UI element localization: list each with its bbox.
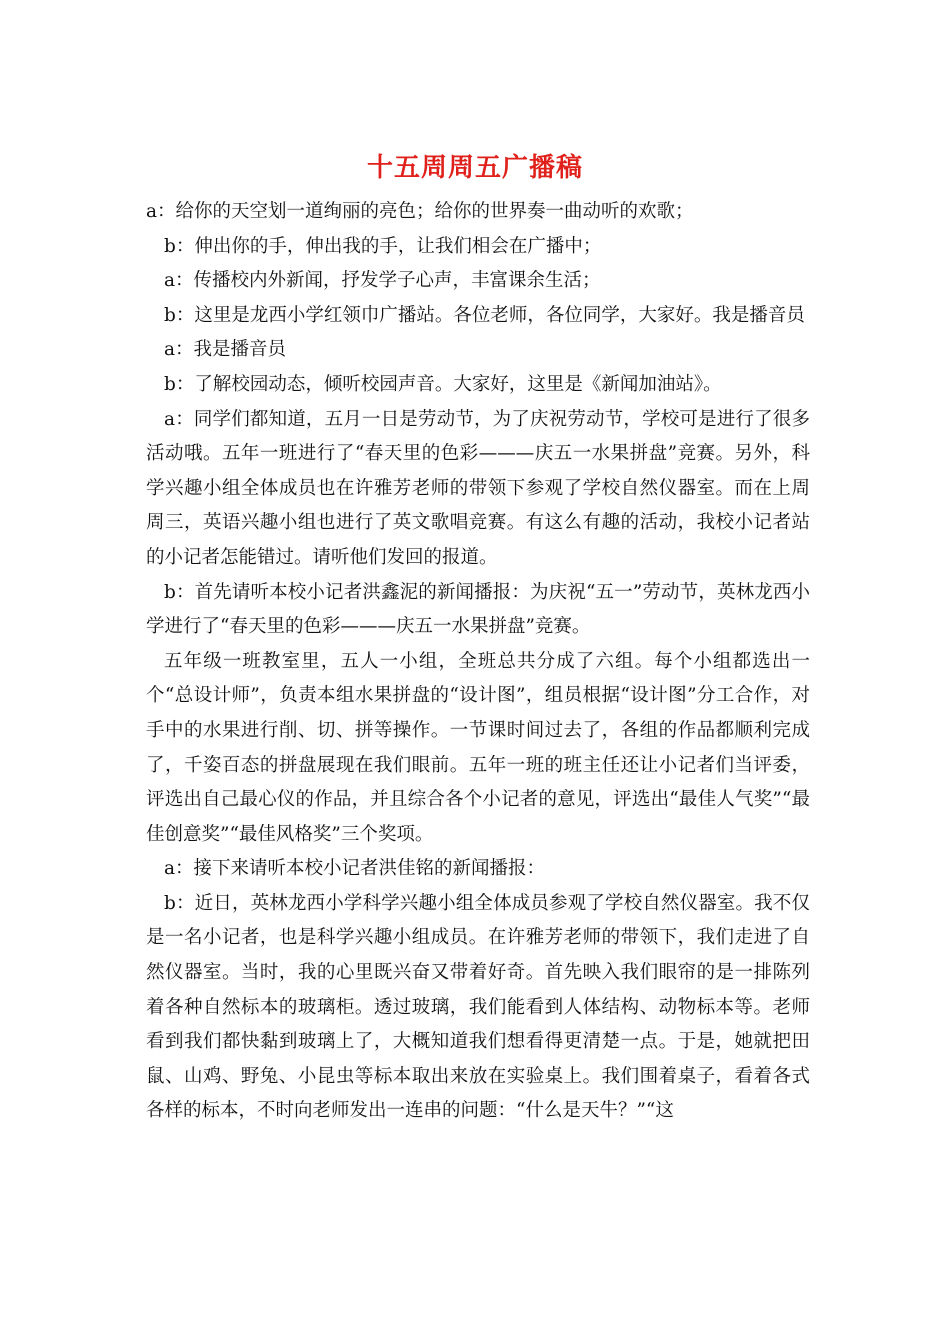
paragraph: b：近日，英林龙西小学科学兴趣小组全体成员参观了学校自然仪器室。我不仅是一名小记者，也是科学兴趣小组成员。在许雅芳老师的带领下，我们走进了自然仪器室。当时，我的心里既兴奋又带着好奇。首先映入我们眼帘的是一排陈列着各种自然标本的玻璃柜。透过玻璃，我们能看到人体结构、动物标本等。老师看到我们都快黏到玻璃上了，大概知道我们想看得更清楚一点。于是，她就把田鼠、山鸡、野兔、小昆虫等标本取出来放在实验桌上。我们围着桌子，看着各式各样的标本，不时向老师发出一连串的问题：“什么是天牛？”“这	[146, 892, 810, 1122]
paragraph: 五年级一班教室里，五人一小组，全班总共分成了六组。每个小组都选出一个“总设计师”，负责本组水果拼盘的“设计图”，组员根据“设计图”分工合作，对手中的水果进行削、切、拼等操作。一节课时间过去了，各组的作品都顺利完成了，千姿百态的拼盘展现在我们眼前。五年一班的班主任还让小记者们当评委，评选出自己最心仪的作品，并且综合各个小记者的意见，评选出“最佳人气奖”“最佳创意奖”“最佳风格奖”三个奖项。	[146, 650, 810, 845]
paragraph: b：这里是龙西小学红领巾广播站。各位老师，各位同学，大家好。我是播音员	[164, 304, 805, 326]
paragraph: a：同学们都知道，五月一日是劳动节，为了庆祝劳动节，学校可是进行了很多活动哦。五年一班进行了“春天里的色彩———庆五一水果拼盘”竞赛。另外，科学兴趣小组全体成员也在许雅芳老师的带领下参观了学校自然仪器室。而在上周周三，英语兴趣小组也进行了英文歌唱竞赛。有这么有趣的活动，我校小记者站的小记者怎能错过。请听他们发回的报道。	[146, 408, 810, 568]
paragraph: b：了解校园动态，倾听校园声音。大家好，这里是《新闻加油站》。	[164, 373, 722, 395]
paragraph: a：给你的天空划一道绚丽的亮色；给你的世界奏一曲动听的欢歌；	[146, 201, 694, 222]
paragraph: a：传播校内外新闻，抒发学子心声，丰富课余生活；	[164, 270, 601, 292]
document-body	[146, 195, 810, 1129]
document-title: 十五周周五广播稿	[366, 153, 583, 183]
paragraph: a：我是播音员	[164, 339, 287, 361]
paragraph: b：伸出你的手，伸出我的手，让我们相会在广播中；	[164, 235, 602, 257]
paragraph: b：首先请听本校小记者洪鑫泥的新闻播报：为庆祝“五一”劳动节，英林龙西小学进行了“春天里的色彩———庆五一水果拼盘”竞赛。	[146, 581, 810, 638]
paragraph: a：接下来请听本校小记者洪佳铭的新闻播报：	[164, 858, 546, 880]
